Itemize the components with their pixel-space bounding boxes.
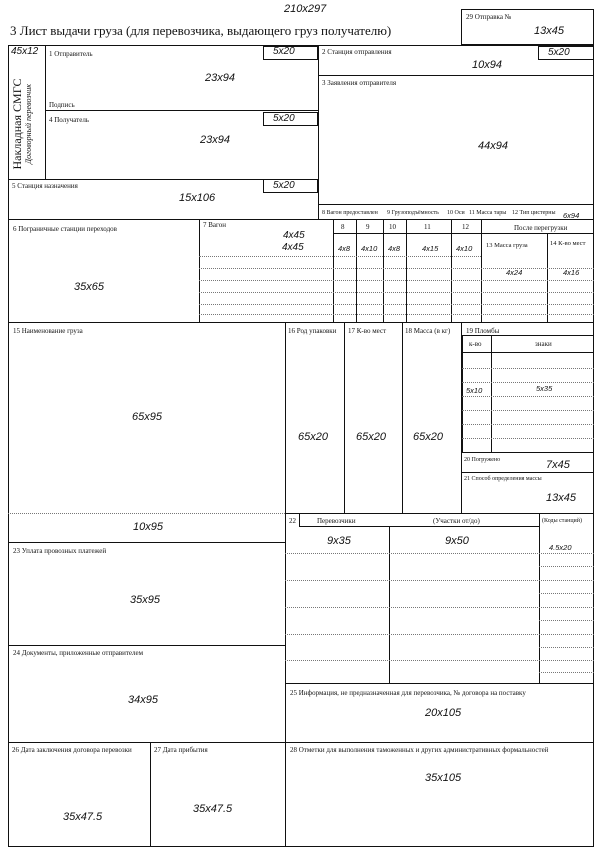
- col-12-num: 12: [462, 223, 469, 231]
- field-18-label: 18 Масса (в кг): [405, 327, 451, 335]
- seals-count-header: к-во: [469, 340, 482, 348]
- field-19-label: 19 Пломбы: [466, 327, 500, 335]
- field-14-dim: 4x16: [563, 268, 580, 277]
- field-4-label: 4 Получатель: [49, 116, 90, 124]
- strip-dim: 45x12: [11, 46, 39, 57]
- field-4-small: 5x20: [273, 113, 295, 124]
- field-26-dim: 35x47.5: [63, 811, 103, 823]
- page-size-label: 210x297: [284, 3, 327, 15]
- field-21-dim: 13x45: [546, 492, 576, 504]
- field-16-dim: 65x20: [298, 431, 328, 443]
- field-24-label: 24 Документы, приложенные отправителем: [13, 649, 144, 657]
- field-29-dim: 13x45: [534, 25, 564, 37]
- field-6-dim: 35x65: [74, 281, 104, 293]
- after-reload-label: После перегрузки: [514, 224, 568, 232]
- field-26-label: 26 Дата заключения договора перевозки: [12, 746, 132, 754]
- field-5-small: 5x20: [273, 180, 295, 191]
- field-1-label: 1 Отправитель: [49, 50, 93, 58]
- field-23-label: 23 Уплата провозных платежей: [13, 547, 107, 555]
- col-11-num: 11: [424, 223, 431, 231]
- col-8-num: 8: [341, 223, 345, 231]
- col-8-dim: 4x8: [338, 244, 351, 253]
- f12-label: 12 Тип цистерны: [512, 210, 556, 216]
- field-20-label: 20 Погружено: [464, 457, 501, 463]
- col-12-dim: 4x10: [456, 244, 473, 253]
- field-1-sign: Подпись: [49, 101, 75, 109]
- field-22-codes: (Коды станций): [542, 518, 582, 524]
- col-9-dim: 4x10: [361, 244, 378, 253]
- col-9-num: 9: [366, 223, 370, 231]
- field-23-dim: 35x95: [130, 594, 160, 606]
- f11-label: 11 Масса тары: [469, 210, 507, 216]
- field-15-label: 15 Наименование груза: [13, 327, 83, 335]
- field-1-dim: 23x94: [205, 72, 235, 84]
- field-22-dim2: 9x50: [445, 535, 469, 547]
- field-3-dim: 44x94: [478, 140, 508, 152]
- field-20-dim: 7x45: [546, 459, 570, 471]
- field-7-dim2: 4x45: [282, 242, 304, 253]
- field-28-dim: 35x105: [425, 772, 462, 784]
- field-18-dim: 65x20: [413, 431, 443, 443]
- field-2-label: 2 Станция отправления: [322, 48, 392, 56]
- field-5-label: 5 Станция назначения: [12, 182, 78, 190]
- wagon-top-dim: 6x94: [563, 211, 580, 220]
- page-title: 3 Лист выдачи груза (для перевозчика, выдающего груз получателю): [10, 23, 392, 38]
- field-25-label: 25 Информация, не предназначенная для перевозчика, № договора на поставку: [290, 689, 526, 697]
- field-15-dim2: 10x95: [133, 521, 163, 533]
- field-22-sections: (Участки от/до): [433, 517, 480, 525]
- field-13-dim: 4x24: [506, 268, 523, 277]
- col-10-dim: 4x8: [388, 244, 401, 253]
- field-27-dim: 35x47.5: [193, 803, 233, 815]
- field-15-dim: 65x95: [132, 411, 162, 423]
- seals-signs-header: знаки: [535, 340, 552, 348]
- field-5-dim: 15x106: [179, 192, 216, 204]
- doc-subtitle-vertical: Договорный перевозчик: [24, 84, 33, 164]
- field-2-small: 5x20: [548, 47, 570, 58]
- field-17-label: 17 К-во мест: [348, 327, 387, 335]
- field-25-dim: 20x105: [425, 707, 462, 719]
- field-14-label: 14 К-во мест: [550, 240, 586, 247]
- field-22-dim3: 4.5x20: [549, 543, 572, 552]
- field-7-label: 7 Вагон: [203, 221, 226, 229]
- field-13-label: 13 Масса груза: [486, 242, 528, 249]
- field-17-dim: 65x20: [356, 431, 386, 443]
- field-24-dim: 34x95: [128, 694, 158, 706]
- field-2-dim: 10x94: [472, 59, 502, 71]
- field-22-carriers: Перевозчики: [317, 517, 356, 525]
- doc-title-vertical: Накладная СМГС: [10, 78, 24, 170]
- field-21-label: 21 Способ определения массы: [464, 476, 542, 482]
- f8-label: 8 Вагон предоставлен: [322, 210, 378, 216]
- field-22-num: 22: [289, 517, 296, 525]
- col-10-num: 10: [389, 223, 396, 231]
- field-3-label: 3 Заявления отправителя: [322, 79, 397, 87]
- seals-signs-dim: 5x35: [536, 384, 553, 393]
- field-29-label: 29 Отправка №: [466, 13, 512, 21]
- field-22-dim1: 9x35: [327, 535, 351, 547]
- field-6-label: 6 Пограничные станции переходов: [13, 225, 117, 233]
- field-7-dim1: 4x45: [283, 230, 305, 241]
- field-27-label: 27 Дата прибытия: [154, 746, 208, 754]
- field-28-label: 28 Отметки для выполнения таможенных и других административных формальностей: [290, 746, 549, 754]
- field-4-dim: 23x94: [200, 134, 230, 146]
- col-11-dim: 4x15: [422, 244, 439, 253]
- field-16-label: 16 Род упаковки: [288, 327, 337, 335]
- field-1-small: 5x20: [273, 46, 295, 57]
- seals-count-dim: 5x10: [466, 386, 483, 395]
- f10-label: 10 Оси: [447, 210, 465, 216]
- f9-label: 9 Грузоподъёмность: [387, 210, 439, 216]
